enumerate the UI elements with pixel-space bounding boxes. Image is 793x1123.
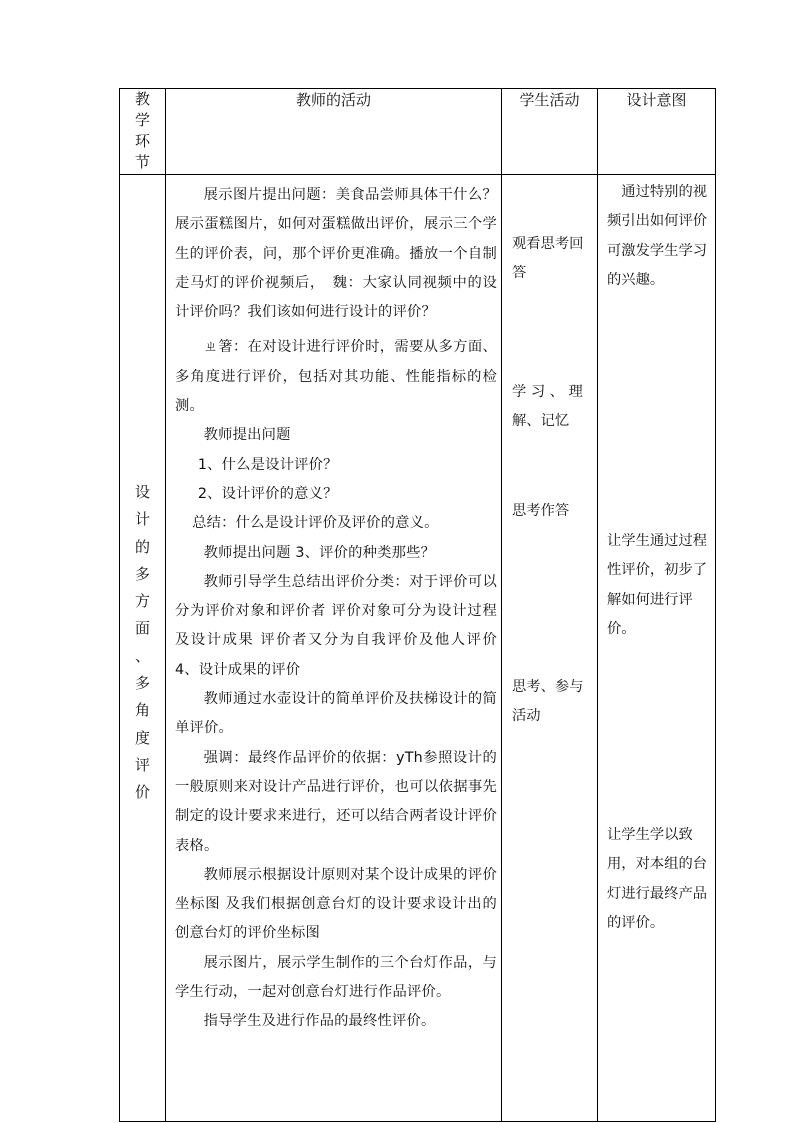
design-intent-cell — [598, 175, 716, 1122]
teacher-paragraph: 教师引导学生总结出评价分类：对于评价可以分为评价对象和评价者 评价对象可分为设计过程及设计成果 评价者又分为自我评价及他人评价 4、设计成果的评价 — [175, 573, 497, 678]
student-activity-cell — [502, 175, 598, 1122]
teacher-paragraph: 教师展示根据设计原则对某个设计成果的评价坐标图 及我们根据创意台灯的设计要求设计出的创意台灯的评价坐标图 — [175, 866, 497, 942]
stage-char: 设 — [134, 483, 150, 501]
teacher-activity-cell — [166, 175, 502, 1122]
teacher-paragraph: 教师通过水壶设计的简单评价及扶梯设计的简单评价。 — [175, 691, 497, 737]
header-stage-char: 教 — [134, 90, 150, 108]
header-stage-char: 环 — [134, 132, 150, 150]
header-design-intent: 设计意图 — [598, 89, 716, 175]
student-activity: 思考作答 — [512, 503, 570, 519]
stage-char: 角 — [134, 701, 150, 720]
stage-char: 多 — [134, 674, 150, 693]
header-stage-char: 节 — [134, 153, 150, 171]
teacher-paragraph: 总结：什么是设计评价及评价的意义。 — [192, 515, 439, 532]
stage-char: 方 — [134, 592, 150, 611]
header-student-activity: 学生活动 — [502, 89, 598, 175]
header-teacher-activity: 教师的活动 — [166, 89, 502, 175]
lesson-plan-table — [119, 88, 716, 1122]
student-activity: 观看思考回答 — [512, 236, 584, 282]
header-row — [120, 89, 716, 175]
stage-char: 价 — [134, 783, 150, 802]
teacher-paragraph: 指导学生及进行作品的最终性评价。 — [203, 1013, 436, 1030]
teacher-paragraph: 展示图片，展示学生制作的三个台灯作品，与学生行动，一起对创意台灯进行作品评价。 — [175, 954, 497, 1001]
stage-char: 的 — [134, 537, 150, 556]
teacher-question: 2、设计评价的意义？ — [197, 485, 338, 502]
teacher-question: 1、什么是设计评价？ — [197, 456, 338, 473]
teacher-paragraph: 强调：最终作品评价的依据：yTh参照设计的一般原则来对设计产品进行评价，也可以依据事先制定的设计要求来进行，还可以结合两者设计评价表格。 — [175, 749, 497, 854]
teacher-paragraph: 教师提出问题 — [203, 427, 291, 444]
design-intent: 让学生通过过程性评价，初步了解如何进行评价。 — [607, 533, 708, 637]
stage-char: 评 — [134, 755, 150, 774]
student-activity: 思考、参与活动 — [512, 679, 584, 725]
design-intent: 让学生学以致用，对本组的台灯进行最终产品的评价。 — [607, 827, 708, 931]
stage-cell — [120, 175, 166, 1122]
teacher-paragraph: 教师提出问题 3、评价的种类那些？ — [203, 544, 436, 561]
teacher-paragraph: 展示图片提出问题：美食品尝师具体干什么？展示蛋糕图片，如何对蛋糕做出评价，展示三个学生的评价表，问，那个评价更准确。播放一个自制走马灯的评价视频后， 魏：大家认同视频中的设计评价吗？我们该如何进行设计的评价？ — [175, 187, 497, 321]
stage-char: 、 — [134, 646, 150, 665]
student-activity: 学 习 、 理解、记忆 — [512, 384, 583, 430]
header-teaching-stage — [120, 89, 166, 175]
stage-char: 计 — [134, 510, 150, 529]
stage-char: 度 — [134, 728, 150, 747]
stage-char: 多 — [134, 564, 150, 583]
stage-char: 面 — [134, 619, 150, 638]
content-row — [120, 175, 716, 1122]
teacher-paragraph: ㄓ箸：在对设计进行评价时，需要从多方面、多角度进行评价，包括对其功能、性能指标的检测。 — [175, 339, 497, 415]
header-stage-char: 学 — [134, 111, 150, 129]
design-intent: 通过特别的视频引出如何评价可激发学生学习的兴趣。 — [607, 184, 708, 288]
